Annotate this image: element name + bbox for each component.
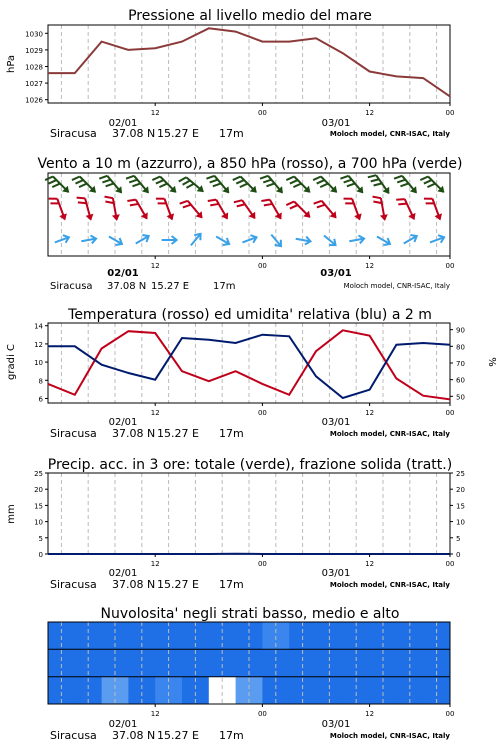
wind-x-ticks xyxy=(151,256,455,270)
y-tick-label: 12 xyxy=(34,340,43,349)
x-tick-label: 12 xyxy=(365,262,375,270)
temp-location-elevation: 17m xyxy=(219,427,244,440)
location-name: Siracusa xyxy=(50,127,97,140)
y-tick-label: 60 xyxy=(456,376,465,385)
y-tick-label: 1026 xyxy=(25,96,43,105)
wind-barb xyxy=(396,195,418,224)
temperature-ylabel: gradi C xyxy=(6,344,17,380)
precip-frame xyxy=(48,473,450,554)
x-tick-label: 12 xyxy=(150,710,160,718)
wind-barb xyxy=(45,172,72,199)
x-tick-label: 00 xyxy=(257,109,267,117)
precip-ylabel: mm xyxy=(6,504,17,524)
y-tick-label: 25 xyxy=(456,470,465,478)
x-tick-label: 00 xyxy=(445,409,455,417)
y-tick-label: 90 xyxy=(456,326,465,335)
location-elevation: 17m xyxy=(219,127,244,140)
temp-location-lon: 15.27 E xyxy=(157,427,199,440)
wind-barb xyxy=(314,196,340,224)
x-tick-label: 00 xyxy=(257,560,267,568)
y-tick-label: 8 xyxy=(38,377,43,386)
wind-barb xyxy=(77,194,95,222)
y-tick-label: 6 xyxy=(38,395,43,404)
pressure-title: Pressione al livello medio del mare xyxy=(128,8,372,24)
wind-barb xyxy=(179,172,207,198)
wind-date-label-2: 03/01 xyxy=(320,268,352,279)
wind-location-elevation: 17m xyxy=(213,281,236,292)
wind-barb xyxy=(233,172,260,199)
temperature-x-ticks xyxy=(151,403,455,417)
cloud-location-elevation: 17m xyxy=(219,729,244,742)
x-tick-label: 00 xyxy=(257,262,267,270)
wind-barb xyxy=(180,196,206,224)
x-tick-label: 00 xyxy=(445,109,455,117)
y-tick-label: 0 xyxy=(456,551,461,559)
wind-barb xyxy=(313,172,340,199)
x-tick-label: 12 xyxy=(150,109,160,117)
wind-barb xyxy=(105,195,121,223)
precip-grid xyxy=(61,473,436,554)
wind-barb xyxy=(126,171,152,199)
x-tick-label: 00 xyxy=(257,710,267,718)
wind-location-name: Siracusa xyxy=(50,281,93,292)
model-credit: Moloch model, CNR-ISAC, Italy xyxy=(329,130,450,138)
x-tick-label: 12 xyxy=(365,109,375,117)
wind-barb xyxy=(394,171,420,199)
y-tick-label: 80 xyxy=(456,343,465,352)
x-tick-label: 00 xyxy=(445,262,455,270)
y-tick-label: 20 xyxy=(34,486,43,495)
y-tick-label: 1030 xyxy=(25,30,43,39)
y-tick-label: 10 xyxy=(456,518,465,527)
humidity-y-ticks xyxy=(450,327,465,402)
cloud-title: Nuvolosita' negli strati basso, medio e alto xyxy=(100,606,400,622)
pressure-panel xyxy=(6,8,454,140)
wind-barb xyxy=(72,172,99,199)
y-tick-label: 15 xyxy=(34,502,43,511)
wind-barb xyxy=(261,195,284,224)
y-tick-label: 10 xyxy=(34,518,43,527)
precip-y2-ticks xyxy=(450,470,465,559)
cloud-panel xyxy=(48,606,454,742)
y-tick-label: 10 xyxy=(34,359,43,368)
temp-location-lat: 37.08 N xyxy=(112,427,156,440)
x-tick-label: 00 xyxy=(445,560,455,568)
cloud-location-lat: 37.08 N xyxy=(112,729,156,742)
temp-location-name: Siracusa xyxy=(50,427,97,440)
wind-barb xyxy=(373,195,389,223)
y-tick-label: 1028 xyxy=(25,63,43,72)
y-tick-label: 15 xyxy=(456,502,465,511)
x-tick-label: 12 xyxy=(365,560,375,568)
cloud-location-name: Siracusa xyxy=(50,729,97,742)
x-tick-label: 12 xyxy=(365,710,375,718)
y-tick-label: 1029 xyxy=(25,46,43,55)
cloud-date-label-2: 03/01 xyxy=(321,719,351,730)
y-tick-label: 20 xyxy=(456,486,465,495)
date-label-1: 02/01 xyxy=(108,118,138,129)
cloud-date-label-1: 02/01 xyxy=(108,719,138,730)
wind-location-lon: 15.27 E xyxy=(151,281,190,292)
wind-model-credit: Moloch model, CNR-ISAC, Italy xyxy=(343,282,450,290)
wind-barb xyxy=(321,232,338,248)
wind-barb xyxy=(420,172,447,199)
y-tick-label: 70 xyxy=(456,360,465,368)
temp-date-label-2: 03/01 xyxy=(321,417,351,428)
precip-location-lon: 15.27 E xyxy=(157,578,199,591)
precip-y-ticks xyxy=(34,470,48,559)
wind-barb xyxy=(156,195,176,224)
wind-barb xyxy=(368,170,393,198)
y-tick-label: 5 xyxy=(38,534,43,543)
precip-location-lat: 37.08 N xyxy=(112,578,156,591)
date-label-2: 03/01 xyxy=(321,118,351,129)
wind-barb xyxy=(152,172,179,199)
temperature-grid xyxy=(61,323,436,403)
y-tick-label: 1027 xyxy=(25,80,43,89)
wind-location-lat: 37.08 N xyxy=(107,281,147,292)
wind-panel xyxy=(37,156,462,292)
cloud-model-credit: Moloch model, CNR-ISAC, Italy xyxy=(329,732,450,740)
wind-barb xyxy=(127,195,150,224)
wind-barbs xyxy=(45,170,447,248)
precipitation-panel xyxy=(6,457,465,591)
location-lat: 37.08 N xyxy=(112,127,156,140)
x-tick-label: 12 xyxy=(150,409,160,417)
x-tick-label: 12 xyxy=(150,560,160,568)
wind-barb xyxy=(286,197,313,224)
humidity-ylabel: % xyxy=(486,357,497,367)
pressure-footer xyxy=(50,118,450,140)
y-tick-label: 14 xyxy=(34,322,43,331)
precip-location-name: Siracusa xyxy=(50,578,97,591)
wind-barb xyxy=(286,172,313,199)
pressure-ylabel: hPa xyxy=(6,54,17,74)
wind-barb xyxy=(49,195,69,224)
temperature-title: Temperatura (rosso) ed umidita' relativa (blu) a 2 m xyxy=(68,307,432,323)
wind-barb xyxy=(234,195,259,223)
precip-location-elevation: 17m xyxy=(219,578,244,591)
y-tick-label: 0 xyxy=(38,551,43,559)
temperature-panel xyxy=(6,307,497,440)
wind-barb xyxy=(208,195,231,224)
wind-barb xyxy=(344,195,364,224)
x-tick-label: 00 xyxy=(257,409,267,417)
cloud-cells xyxy=(48,622,451,704)
pressure-y-ticks xyxy=(25,30,48,104)
precip-title: Precip. acc. in 3 ore: totale (verde), frazione solida (tratt.) xyxy=(47,457,453,473)
pressure-x-ticks xyxy=(151,103,455,117)
wind-title: Vento a 10 m (azzurro), a 850 hPa (rosso), a 700 hPa (verde) xyxy=(37,156,463,172)
precip-model-credit: Moloch model, CNR-ISAC, Italy xyxy=(329,581,450,589)
wind-barb xyxy=(260,171,286,199)
x-tick-label: 12 xyxy=(150,262,160,270)
temp-date-label-1: 02/01 xyxy=(108,417,138,428)
wind-barb xyxy=(340,171,366,199)
temperature-y-ticks xyxy=(34,323,48,404)
x-tick-label: 12 xyxy=(365,409,375,417)
y-tick-label: 25 xyxy=(34,470,43,478)
location-lon: 15.27 E xyxy=(157,127,199,140)
precip-date-label-2: 03/01 xyxy=(321,568,351,579)
wind-date-label-1: 02/01 xyxy=(107,268,139,279)
precip-date-label-1: 02/01 xyxy=(108,568,138,579)
x-tick-label: 00 xyxy=(445,710,455,718)
wind-barb xyxy=(99,171,125,199)
wind-barb xyxy=(424,195,444,224)
cloud-x-ticks xyxy=(151,704,455,718)
precip-x-ticks xyxy=(151,554,455,568)
y-tick-label: 5 xyxy=(456,534,461,543)
wind-barb xyxy=(206,171,232,199)
temp-model-credit: Moloch model, CNR-ISAC, Italy xyxy=(329,430,450,438)
cloud-location-lon: 15.27 E xyxy=(157,729,199,742)
temperature-frame xyxy=(48,323,450,403)
y-tick-label: 50 xyxy=(456,393,465,402)
